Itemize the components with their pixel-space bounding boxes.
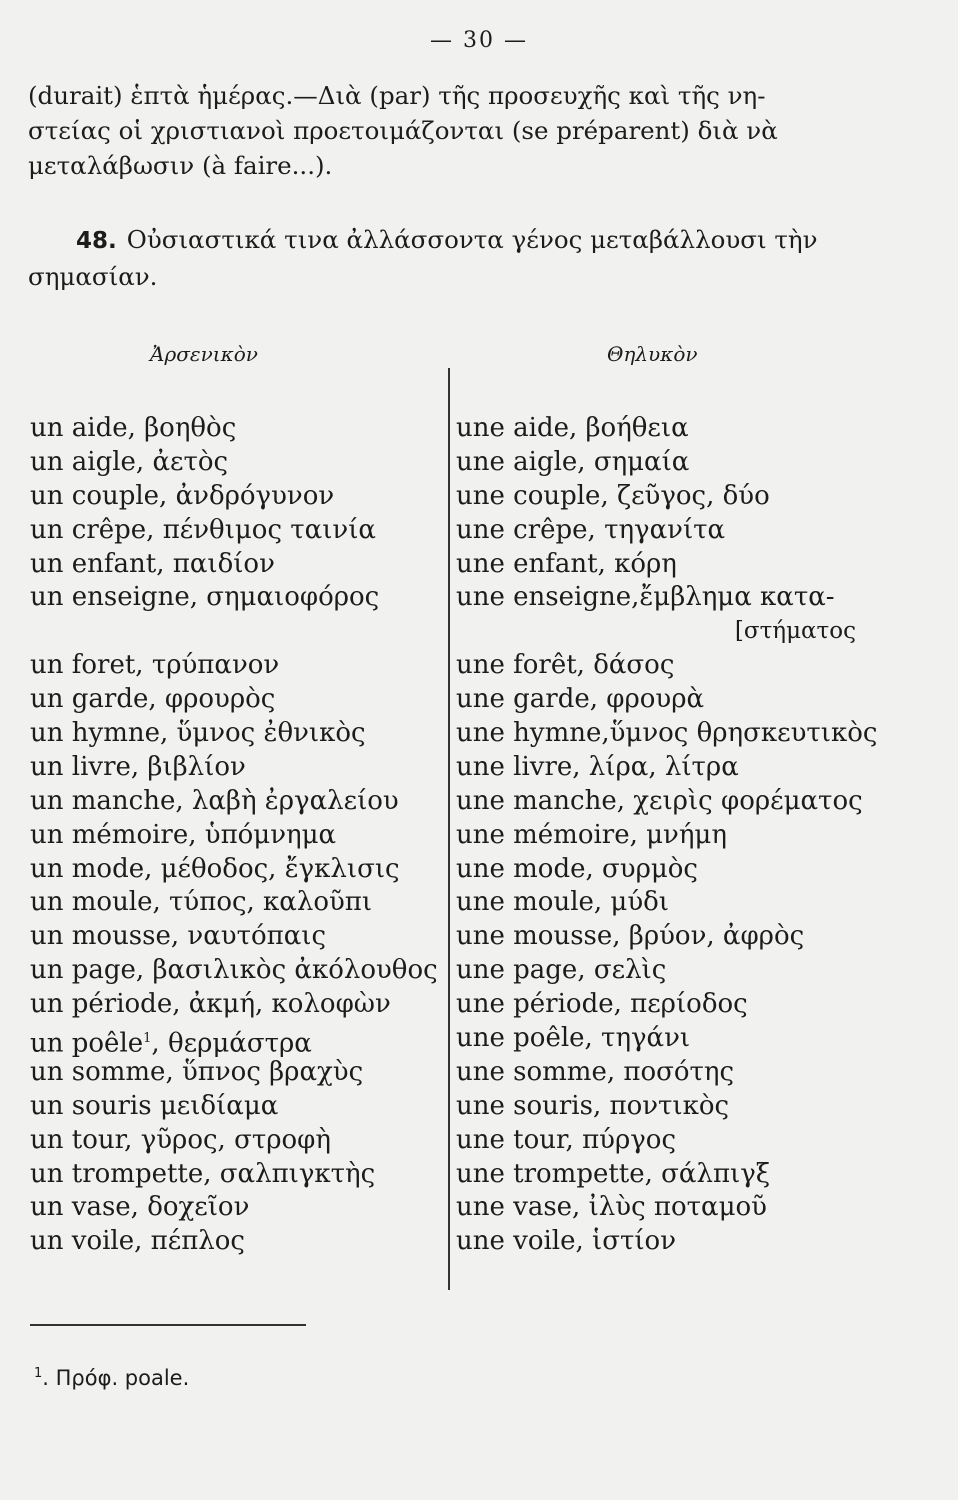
feminine-column-header: Θηλυκὸν	[607, 342, 698, 366]
masculine-entry: un période, ἀκμή, κολοφὼν	[30, 989, 391, 1020]
intro-line: (durait) ἑπτὰ ἡμέρας.—Διὰ (par) τῆς προσευχῆς καὶ τῆς νη-	[28, 81, 766, 110]
feminine-entry: une manche, χειρὶς φορέματος	[456, 785, 863, 816]
masculine-entry: un enfant, παιδίον	[30, 548, 275, 579]
masculine-entry: un garde, φρουρὸς	[30, 684, 276, 715]
masculine-entry: un manche, λαβὴ ἐργαλείου	[30, 785, 399, 816]
masculine-entry: un trompette, σαλπιγκτὴς	[30, 1158, 376, 1189]
masculine-entry: un voile, πέπλος	[30, 1226, 245, 1257]
feminine-entry: une période, περίοδος	[456, 989, 748, 1020]
masculine-entry: un aigle, ἀετὸς	[30, 446, 229, 477]
feminine-entry-continuation	[456, 615, 876, 649]
feminine-list	[456, 412, 876, 1259]
feminine-entry: une souris, ποντικὸς	[456, 1090, 730, 1121]
masculine-spacer	[30, 615, 435, 649]
footnote-number: 1	[34, 1366, 43, 1381]
masculine-entry: un mode, μέθοδος, ἔγκλισις	[30, 853, 400, 884]
masculine-entry: un vase, δοχεῖον	[30, 1192, 250, 1223]
poele-word: un poêle	[30, 1028, 144, 1059]
masculine-entry: un enseigne, σημαιοφόρος	[30, 582, 380, 613]
feminine-entry: une vase, ἰλὺς ποταμοῦ	[456, 1192, 767, 1223]
section-heading	[28, 222, 874, 295]
feminine-entry: une mode, συρμὸς	[456, 853, 698, 884]
intro-line: στείας οἱ χριστιανοὶ προετοιμάζονται (se préparent) διὰ νὰ	[28, 116, 778, 145]
feminine-entry: une aigle, σημαία	[456, 446, 690, 477]
masculine-column-header: Ἀρσενικὸν	[150, 342, 258, 366]
masculine-entry: un foret, τρύπανον	[30, 650, 280, 681]
masculine-entry: un tour, γῦρος, στροφὴ	[30, 1124, 331, 1155]
masculine-entry-poele	[30, 1022, 435, 1059]
poele-translation: , θερμάστρα	[151, 1028, 312, 1059]
feminine-entry: une page, σελὶς	[456, 955, 667, 986]
feminine-entry: une mousse, βρύον, ἀφρὸς	[456, 921, 805, 952]
feminine-entry: une tour, πύργος	[456, 1124, 677, 1155]
footnote-rule	[30, 1324, 306, 1326]
masculine-entry: un mousse, ναυτόπαις	[30, 921, 327, 952]
column-divider	[448, 368, 450, 1290]
masculine-entry: un page, βασιλικὸς ἀκόλουθος	[30, 955, 438, 986]
masculine-entry: un couple, ἀνδρόγυνον	[30, 480, 335, 511]
intro-line: μεταλάβωσιν (à faire...).	[28, 151, 333, 180]
feminine-entry: une enseigne,ἔμβλημα κατα-	[456, 582, 835, 613]
masculine-entry: un somme, ὕπνος βραχὺς	[30, 1056, 364, 1087]
feminine-entry: une forêt, δάσος	[456, 650, 675, 681]
continuation-text: [στήματος	[734, 618, 856, 645]
feminine-entry: une hymne,ὕμνος θρησκευτικὸς	[456, 718, 878, 749]
section-number: 48.	[76, 228, 117, 254]
masculine-entry: un hymne, ὕμνος ἐθνικὸς	[30, 718, 366, 749]
masculine-entry: un moule, τύπος, καλοῦπι	[30, 887, 373, 918]
section-heading-line-2: σημασίαν.	[28, 262, 158, 291]
feminine-entry: une poêle, τηγάνι	[456, 1023, 691, 1054]
footnote-marker: 1	[143, 1031, 152, 1047]
masculine-entry: un aide, βοηθὸς	[30, 413, 237, 443]
masculine-entry: un mémoire, ὑπόμνημα	[30, 819, 337, 850]
feminine-entry: une crêpe, τηγανίτα	[456, 514, 726, 545]
footnote	[34, 1366, 189, 1390]
feminine-entry: une voile, ἱστίον	[456, 1226, 677, 1257]
masculine-list	[30, 412, 438, 1259]
feminine-entry: une moule, μύδι	[456, 887, 669, 918]
feminine-entry: une mémoire, μνήμη	[456, 819, 727, 850]
feminine-entry: une enfant, κόρη	[456, 548, 677, 579]
feminine-entry: une aide, βοήθεια	[456, 413, 689, 443]
page-number: — 30 —	[430, 28, 528, 53]
masculine-entry: un livre, βιβλίον	[30, 751, 246, 782]
masculine-entry: un souris μειδίαμα	[30, 1090, 279, 1121]
footnote-text: . Πρόφ. poale.	[42, 1366, 190, 1390]
section-heading-line-1: Οὐσιαστικά τινα ἀλλάσσοντα γένος μεταβάλλουσι τὴν	[126, 225, 818, 254]
masculine-entry: un crêpe, πένθιμος ταινία	[30, 514, 376, 545]
feminine-entry: une livre, λίρα, λίτρα	[456, 751, 739, 782]
feminine-entry: une couple, ζεῦγος, δύο	[456, 480, 770, 511]
feminine-entry: une trompette, σάλπιγξ	[456, 1158, 771, 1189]
feminine-entry: une garde, φρουρὰ	[456, 684, 705, 715]
feminine-entry: une somme, ποσότης	[456, 1056, 735, 1087]
intro-paragraph	[28, 78, 874, 183]
